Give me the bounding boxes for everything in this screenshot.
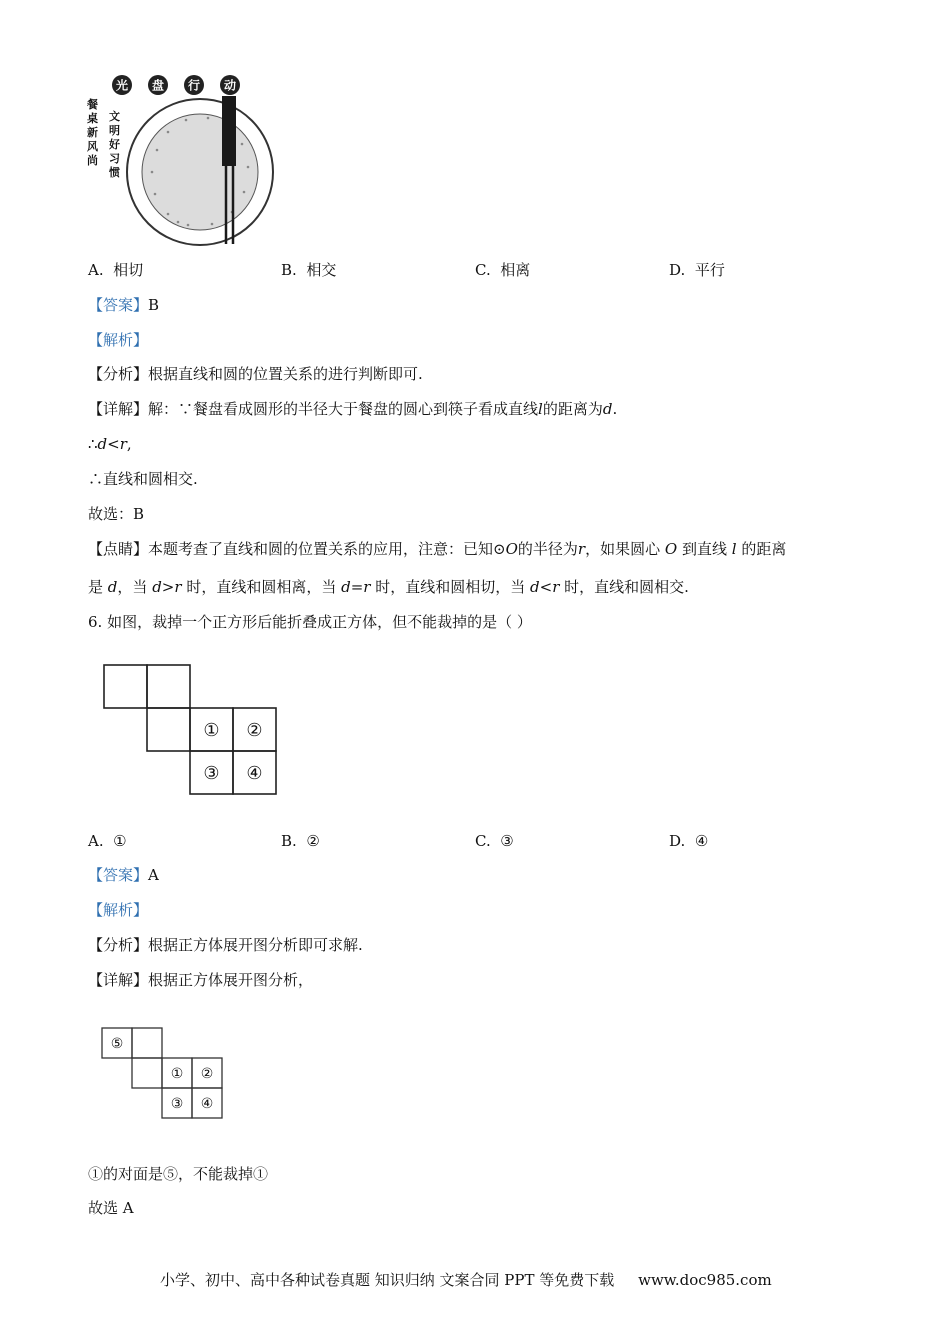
- title-char: 盘: [151, 78, 165, 93]
- var-l: l: [538, 400, 543, 418]
- q5-step2: ∴直线和圆相交.: [88, 470, 198, 488]
- solution-cell-label: ③: [170, 1096, 184, 1112]
- svg-text:明: 明: [109, 124, 120, 137]
- comment-text: ，当: [117, 578, 148, 596]
- condition: d>r: [152, 578, 182, 596]
- q6-option-b: [281, 831, 320, 851]
- svg-text:尚: 尚: [87, 154, 98, 167]
- comment-text: 是: [88, 578, 104, 596]
- comment-text: 到直线: [681, 540, 727, 558]
- q6-stem: 6. 如图，裁掉一个正方形后能折叠成正方体，但不能裁掉的是（ ）: [88, 613, 532, 631]
- option-letter: B.: [281, 832, 297, 850]
- var-d: d: [602, 400, 613, 418]
- q5-step1: [88, 434, 132, 454]
- comment-text: 的半径为: [517, 540, 578, 558]
- title-badges: [112, 75, 240, 95]
- comment-text: 本题考查了直线和圆的位置关系的应用，注意：已知⊙: [148, 540, 506, 558]
- comment-text: 时，直线和圆相交.: [564, 578, 689, 596]
- q6-option-a: [88, 831, 127, 851]
- net-cell-label: ④: [246, 763, 263, 784]
- comment-text: ，如果圆心: [585, 540, 661, 558]
- q5-option-b: [281, 260, 336, 280]
- answer-value: B: [148, 296, 160, 314]
- option-text: 平行: [694, 261, 725, 279]
- option-text: 相切: [113, 261, 144, 279]
- comment-text: 的距离: [741, 540, 787, 558]
- q6-conclusion: ①的对面是⑤，不能裁掉①: [88, 1165, 269, 1183]
- detail-text: .: [612, 400, 618, 418]
- q6-solution-figure: [101, 1027, 227, 1123]
- solution-cell-label: ②: [200, 1066, 214, 1082]
- q5-comment-line1: [88, 539, 786, 559]
- option-text: 相交: [306, 261, 337, 279]
- var-r: r: [577, 540, 586, 558]
- comment-text: 时，直线和圆相离，当: [186, 578, 337, 596]
- solution-cell-label: ①: [170, 1066, 184, 1082]
- q5-choice: 故选：B: [88, 505, 145, 523]
- comment-text: 时，直线和圆相切，当: [375, 578, 526, 596]
- slogan-text: [86, 97, 120, 179]
- footer-link[interactable]: www.doc985.com: [638, 1271, 772, 1289]
- q6-detail: [88, 970, 313, 990]
- detail-tag: 【详解】: [88, 971, 149, 989]
- q6-option-d: [669, 831, 708, 851]
- svg-text:风: 风: [87, 140, 98, 153]
- option-letter: D.: [669, 261, 686, 279]
- var-d: d: [97, 435, 108, 453]
- fenxi-tag: 【分析】: [88, 365, 149, 383]
- q5-comment-line2: [88, 577, 689, 597]
- footer-text: 小学、初中、高中各种试卷真题 知识归纳 文案合同 PPT 等免费下载: [160, 1271, 615, 1289]
- svg-text:文: 文: [109, 110, 120, 123]
- answer-tag: 【答案】: [88, 866, 149, 884]
- option-text: ③: [500, 832, 514, 850]
- option-letter: D.: [669, 832, 686, 850]
- lt-sign: <: [107, 435, 120, 453]
- option-letter: A.: [88, 261, 104, 279]
- therefore-sign: ∴: [88, 435, 98, 453]
- detail-text: 解：∵餐盘看成圆形的半径大于餐盘的圆心到筷子看成直线: [148, 400, 539, 418]
- detail-text: 的距离为: [542, 400, 603, 418]
- solution-cell-label: ⑤: [110, 1036, 124, 1052]
- option-text: ④: [694, 832, 709, 850]
- var-l: l: [731, 540, 737, 558]
- plate-figure: [82, 72, 282, 250]
- condition: d<r: [530, 578, 560, 596]
- fenxi-text: 根据直线和圆的位置关系的进行判断即可.: [148, 365, 423, 383]
- answer-value: A: [148, 866, 159, 884]
- fenxi-tag: 【分析】: [88, 936, 149, 954]
- plate-inner: [142, 114, 258, 230]
- q6-option-c: [475, 831, 514, 851]
- option-letter: B.: [281, 261, 297, 279]
- svg-text:新: 新: [87, 126, 98, 139]
- net-cell-label: ①: [203, 720, 220, 741]
- title-char: 动: [223, 78, 237, 93]
- q5-analysis-tag: 【解析】: [88, 331, 149, 349]
- q5-option-c: [475, 260, 530, 280]
- svg-text:桌: 桌: [87, 112, 98, 125]
- fenxi-text: 根据正方体展开图分析即可求解.: [148, 936, 363, 954]
- svg-text:餐: 餐: [87, 98, 98, 111]
- option-letter: C.: [475, 261, 491, 279]
- q6-answer: [88, 865, 159, 885]
- svg-text:习: 习: [109, 152, 120, 165]
- svg-text:好: 好: [109, 138, 120, 151]
- comment-tag: 【点睛】: [88, 540, 149, 558]
- solution-cell-label: ④: [200, 1096, 214, 1112]
- detail-text: 根据正方体展开图分析，: [148, 971, 314, 989]
- option-text: 相离: [500, 261, 531, 279]
- q5-option-a: [88, 260, 143, 280]
- comma: ,: [126, 435, 132, 453]
- var-o: O: [664, 540, 678, 558]
- answer-tag: 【答案】: [88, 296, 149, 314]
- net-cell-label: ③: [203, 763, 220, 784]
- var-r: r: [119, 435, 127, 453]
- footer: [160, 1270, 772, 1290]
- q6-fenxi: [88, 935, 363, 955]
- q5-option-d: [669, 260, 725, 280]
- net-cell-label: ②: [246, 720, 263, 741]
- var-d: d: [107, 578, 118, 596]
- condition: d=r: [341, 578, 371, 596]
- var-o: O: [505, 540, 518, 558]
- q5-answer: [88, 295, 159, 315]
- title-char: 行: [187, 78, 201, 93]
- option-letter: A.: [88, 832, 104, 850]
- detail-tag: 【详解】: [88, 400, 149, 418]
- q5-detail: [88, 399, 617, 419]
- option-letter: C.: [475, 832, 491, 850]
- title-char: 光: [115, 78, 129, 93]
- svg-text:惯: 惯: [109, 166, 120, 179]
- q6-analysis-tag: 【解析】: [88, 901, 149, 919]
- option-text: ②: [306, 832, 320, 850]
- q5-fenxi: [88, 364, 423, 384]
- chopsticks: [222, 96, 236, 166]
- option-text: ①: [113, 832, 127, 850]
- q6-choice: 故选 A: [88, 1199, 134, 1217]
- q6-net-figure: [103, 664, 279, 796]
